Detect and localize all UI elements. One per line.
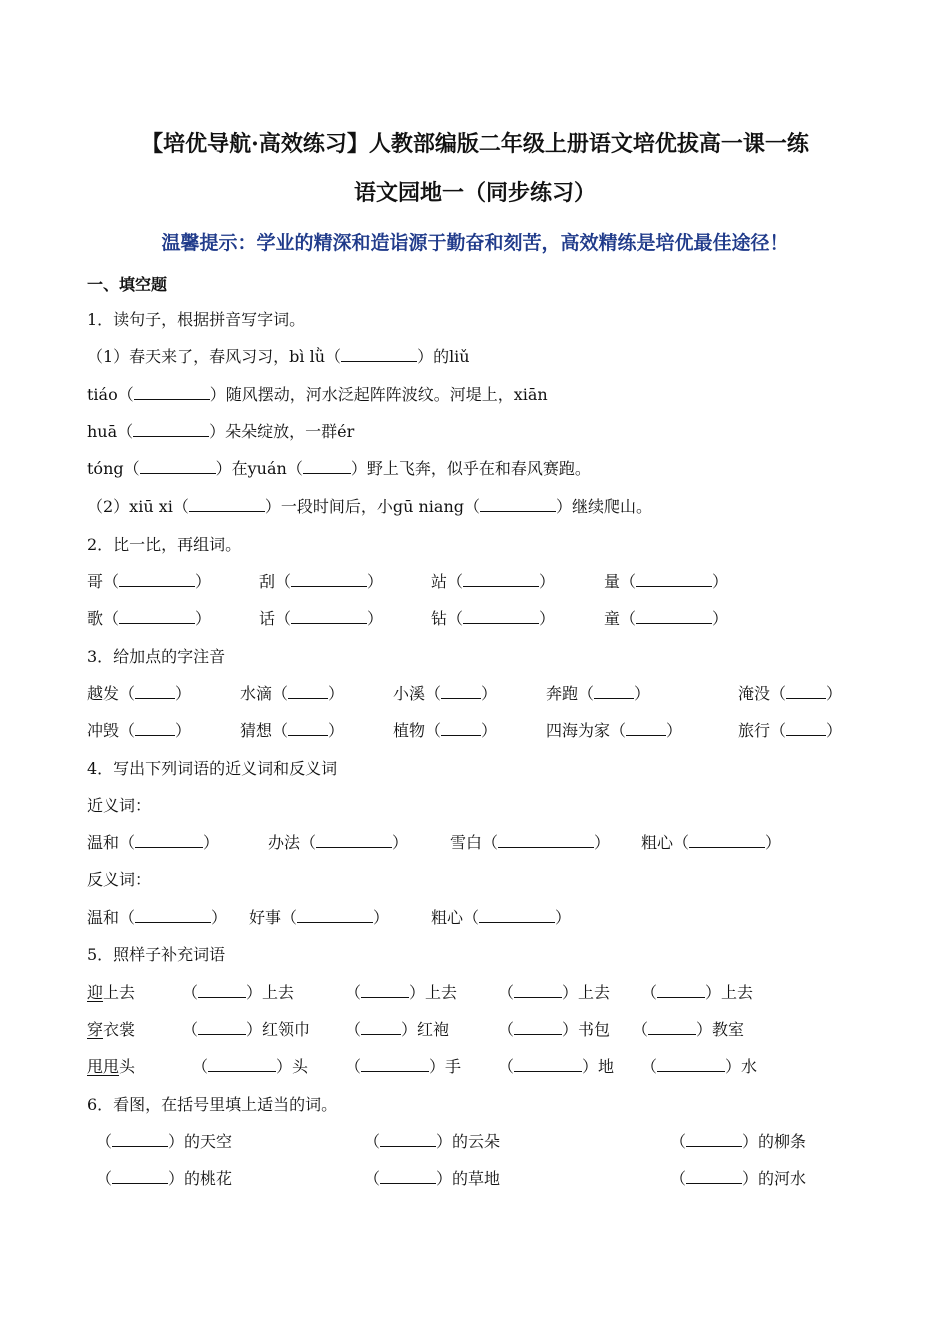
blank[interactable] bbox=[341, 347, 417, 362]
q5-item: （ ）教室 bbox=[632, 1020, 745, 1039]
example-underlined: 甩甩 bbox=[87, 1057, 120, 1076]
q3-item: 猜想（ ） bbox=[240, 721, 345, 740]
blank[interactable] bbox=[463, 572, 539, 587]
blank[interactable] bbox=[479, 908, 555, 923]
suffix: 红领巾 bbox=[262, 1020, 311, 1039]
blank[interactable] bbox=[361, 1020, 401, 1035]
blank[interactable] bbox=[441, 721, 481, 736]
q5-item: （ ）上去 bbox=[345, 983, 458, 1002]
example-rest: 头 bbox=[119, 1057, 136, 1076]
example-rest: 上去 bbox=[103, 983, 136, 1002]
suffix: 教室 bbox=[712, 1020, 745, 1039]
word: 温和 bbox=[87, 833, 120, 852]
word-part: 溪 bbox=[409, 684, 426, 703]
word-part: 植 bbox=[393, 721, 410, 740]
q2-item: 刮（ ） bbox=[259, 572, 384, 591]
blank[interactable] bbox=[626, 721, 666, 736]
q3-item: 水滴（ ） bbox=[240, 684, 345, 703]
blank[interactable] bbox=[208, 1057, 276, 1072]
example-rest: 衣裳 bbox=[103, 1020, 136, 1039]
suffix: 手 bbox=[445, 1057, 462, 1076]
q1-l3a: huā（ bbox=[87, 422, 134, 441]
q1-l4c: ）野上飞奔，似乎在和春风赛跑。 bbox=[350, 459, 591, 478]
suffix: 水 bbox=[741, 1057, 758, 1076]
word-part: 淹 bbox=[738, 684, 755, 703]
suffix: 书包 bbox=[578, 1020, 611, 1039]
q1-prompt: 1．读句子，根据拼音写字词。 bbox=[87, 310, 306, 329]
q3-item: 旅行（ ） bbox=[738, 721, 843, 740]
word-part: 滴 bbox=[256, 684, 273, 703]
word-part: 家 bbox=[594, 721, 611, 740]
blank[interactable] bbox=[135, 833, 203, 848]
q6-phrase: 的河水 bbox=[758, 1169, 807, 1188]
q5-item: （ ）红袍 bbox=[345, 1020, 450, 1039]
word-part: 四海为 bbox=[546, 721, 595, 740]
q5-item: （ ）手 bbox=[345, 1057, 462, 1076]
word-part: 猜 bbox=[240, 721, 257, 740]
blank[interactable] bbox=[594, 684, 634, 699]
blank[interactable] bbox=[686, 1132, 742, 1147]
q4-item: 雪白（ ） bbox=[450, 833, 611, 852]
blank[interactable] bbox=[133, 422, 209, 437]
q3-item: 冲毁（ ） bbox=[87, 721, 192, 740]
suffix: 上去 bbox=[578, 983, 611, 1002]
q1-l2a: tiáo（ bbox=[87, 385, 134, 404]
blank[interactable] bbox=[316, 833, 392, 848]
section-heading: 一、填空题 bbox=[87, 275, 168, 294]
blank[interactable] bbox=[198, 1020, 246, 1035]
q5-item: （ ）书包 bbox=[498, 1020, 611, 1039]
q1-l5a: （2）xiū xi（ bbox=[87, 497, 189, 516]
word-part: 毁 bbox=[103, 721, 120, 740]
word: 温和 bbox=[87, 908, 120, 927]
suffix: 红袍 bbox=[417, 1020, 450, 1039]
q5-item: （ ）地 bbox=[498, 1057, 615, 1076]
q4-item: 粗心（ ） bbox=[431, 908, 572, 927]
blank[interactable] bbox=[361, 983, 409, 998]
q2-item: 话（ ） bbox=[259, 609, 384, 628]
blank[interactable] bbox=[498, 833, 594, 848]
q5-item: （ ）水 bbox=[641, 1057, 758, 1076]
blank[interactable] bbox=[119, 572, 195, 587]
blank[interactable] bbox=[140, 459, 216, 474]
word-part: 想 bbox=[256, 721, 273, 740]
word: 粗心 bbox=[641, 833, 674, 852]
blank[interactable] bbox=[636, 572, 712, 587]
blank[interactable] bbox=[657, 1057, 725, 1072]
q2-item: 站（ ） bbox=[431, 572, 556, 591]
blank[interactable] bbox=[786, 721, 826, 736]
q1-l3b: ）朵朵绽放，一群ér bbox=[209, 422, 355, 441]
q6-item: （ ）的草地 bbox=[364, 1169, 501, 1188]
q6-phrase: 的云朵 bbox=[452, 1132, 501, 1151]
word: 好事 bbox=[249, 908, 282, 927]
q6-phrase: 的桃花 bbox=[184, 1169, 233, 1188]
suffix: 上去 bbox=[262, 983, 295, 1002]
suffix: 上去 bbox=[425, 983, 458, 1002]
q5-item: （ ）上去 bbox=[182, 983, 295, 1002]
blank[interactable] bbox=[135, 721, 175, 736]
title-line-1: 【培优导航·高效练习】人教部编版二年级上册语文培优拔高一课一练 bbox=[141, 131, 809, 157]
blank[interactable] bbox=[189, 497, 265, 512]
word-part: 水 bbox=[240, 684, 257, 703]
q5-example bbox=[87, 1057, 135, 1077]
q6-item: （ ）的柳条 bbox=[670, 1132, 807, 1151]
q2-char: 站 bbox=[431, 572, 448, 591]
q4-ant-label: 反义词： bbox=[87, 870, 152, 889]
word-part: 越 bbox=[87, 684, 104, 703]
q1-l4b: ）在yuán（ bbox=[215, 459, 303, 478]
q1-l1b: ）的liǔ bbox=[417, 347, 470, 366]
word-part: 物 bbox=[409, 721, 426, 740]
word: 粗心 bbox=[431, 908, 464, 927]
q2-prompt: 2．比一比，再组词。 bbox=[87, 535, 242, 554]
blank[interactable] bbox=[463, 609, 539, 624]
q2-item: 歌（ ） bbox=[87, 609, 212, 628]
blank[interactable] bbox=[291, 609, 367, 624]
q6-prompt: 6．看图，在括号里填上适当的词。 bbox=[87, 1095, 338, 1114]
q6-item: （ ）的天空 bbox=[96, 1132, 233, 1151]
q6-phrase: 的天空 bbox=[184, 1132, 233, 1151]
q6-phrase: 的柳条 bbox=[758, 1132, 807, 1151]
blank[interactable] bbox=[514, 983, 562, 998]
q2-char: 钻 bbox=[431, 609, 448, 628]
q2-item: 量（ ） bbox=[604, 572, 729, 591]
q1-line-1 bbox=[87, 347, 470, 367]
word-part: 冲 bbox=[87, 721, 104, 740]
blank[interactable] bbox=[135, 684, 175, 699]
word-part: 奔 bbox=[546, 684, 563, 703]
word: 办法 bbox=[268, 833, 301, 852]
word-part: 发 bbox=[103, 684, 120, 703]
blank[interactable] bbox=[380, 1132, 436, 1147]
blank[interactable] bbox=[514, 1020, 562, 1035]
blank[interactable] bbox=[441, 684, 481, 699]
q1-l2b: ）随风摆动，河水泛起阵阵波纹。河堤上，xiān bbox=[209, 385, 548, 404]
word-part: 没 bbox=[754, 684, 771, 703]
q4-item: 好事（ ） bbox=[249, 908, 390, 927]
title-line-2: 语文园地一（同步练习） bbox=[353, 180, 596, 206]
word-part: 小 bbox=[393, 684, 410, 703]
q6-phrase: 的草地 bbox=[452, 1169, 501, 1188]
q1-l1a: （1）春天来了，春风习习，bì lǜ（ bbox=[87, 347, 342, 366]
q1-line-2 bbox=[87, 385, 548, 405]
q3-item: 淹没（ ） bbox=[738, 684, 843, 703]
q1-line-5 bbox=[87, 497, 652, 517]
q3-item: 越发（ ） bbox=[87, 684, 192, 703]
q4-prompt: 4．写出下列词语的近义词和反义词 bbox=[87, 759, 338, 778]
q2-char: 歌 bbox=[87, 609, 104, 628]
q6-item: （ ）的桃花 bbox=[96, 1169, 233, 1188]
blank[interactable] bbox=[112, 1169, 168, 1184]
blank[interactable] bbox=[686, 1169, 742, 1184]
q5-example bbox=[87, 983, 135, 1003]
blank[interactable] bbox=[288, 684, 328, 699]
word: 雪白 bbox=[450, 833, 483, 852]
q5-item: （ ）红领巾 bbox=[182, 1020, 311, 1039]
q1-line-4 bbox=[87, 459, 591, 479]
blank[interactable] bbox=[361, 1057, 429, 1072]
blank[interactable] bbox=[514, 1057, 582, 1072]
blank[interactable] bbox=[288, 721, 328, 736]
q2-char: 哥 bbox=[87, 572, 104, 591]
q5-example bbox=[87, 1020, 135, 1040]
blank[interactable] bbox=[134, 385, 210, 400]
q4-item: 温和（ ） bbox=[87, 908, 228, 927]
q2-char: 话 bbox=[259, 609, 276, 628]
word-part: 旅 bbox=[738, 721, 755, 740]
example-underlined: 迎 bbox=[87, 983, 104, 1002]
blank[interactable] bbox=[480, 497, 556, 512]
q3-item: 植物（ ） bbox=[393, 721, 498, 740]
q1-l5b: ）一段时间后，小gū niang（ bbox=[264, 497, 481, 516]
suffix: 头 bbox=[292, 1057, 309, 1076]
suffix: 上去 bbox=[721, 983, 754, 1002]
q2-item: 童（ ） bbox=[604, 609, 729, 628]
q4-item: 粗心（ ） bbox=[641, 833, 782, 852]
word-part: 跑 bbox=[562, 684, 579, 703]
blank[interactable] bbox=[112, 1132, 168, 1147]
q1-line-3 bbox=[87, 422, 354, 442]
blank[interactable] bbox=[786, 684, 826, 699]
example-underlined: 穿 bbox=[87, 1020, 104, 1039]
q3-item: 奔跑（ ） bbox=[546, 684, 651, 703]
q1-l4a: tóng（ bbox=[87, 459, 140, 478]
q3-item: 四海为家（ ） bbox=[546, 721, 683, 740]
q3-item: 小溪（ ） bbox=[393, 684, 498, 703]
q2-char: 刮 bbox=[259, 572, 276, 591]
blank[interactable] bbox=[198, 983, 246, 998]
blank[interactable] bbox=[119, 609, 195, 624]
blank[interactable] bbox=[689, 833, 765, 848]
q5-item: （ ）上去 bbox=[641, 983, 754, 1002]
q2-char: 量 bbox=[604, 572, 621, 591]
q4-syn-label: 近义词： bbox=[87, 796, 152, 815]
q2-item: 钻（ ） bbox=[431, 609, 556, 628]
blank[interactable] bbox=[303, 459, 351, 474]
q5-item: （ ）上去 bbox=[498, 983, 611, 1002]
q2-char: 童 bbox=[604, 609, 621, 628]
q5-prompt: 5．照样子补充词语 bbox=[87, 945, 226, 964]
blank[interactable] bbox=[648, 1020, 696, 1035]
suffix: 地 bbox=[598, 1057, 615, 1076]
blank[interactable] bbox=[297, 908, 373, 923]
q5-item: （ ）头 bbox=[192, 1057, 309, 1076]
word-part: 行 bbox=[754, 721, 771, 740]
q6-item: （ ）的云朵 bbox=[364, 1132, 501, 1151]
blank[interactable] bbox=[636, 609, 712, 624]
q4-item: 温和（ ） bbox=[87, 833, 220, 852]
blank[interactable] bbox=[135, 908, 211, 923]
tip-text: 温馨提示：学业的精深和造诣源于勤奋和刻苦，高效精练是培优最佳途径！ bbox=[161, 232, 789, 254]
q2-item: 哥（ ） bbox=[87, 572, 212, 591]
q6-item: （ ）的河水 bbox=[670, 1169, 807, 1188]
blank[interactable] bbox=[657, 983, 705, 998]
blank[interactable] bbox=[380, 1169, 436, 1184]
q1-l5c: ）继续爬山。 bbox=[556, 497, 653, 516]
q3-prompt: 3．给加点的字注音 bbox=[87, 647, 226, 666]
q4-item: 办法（ ） bbox=[268, 833, 409, 852]
blank[interactable] bbox=[291, 572, 367, 587]
